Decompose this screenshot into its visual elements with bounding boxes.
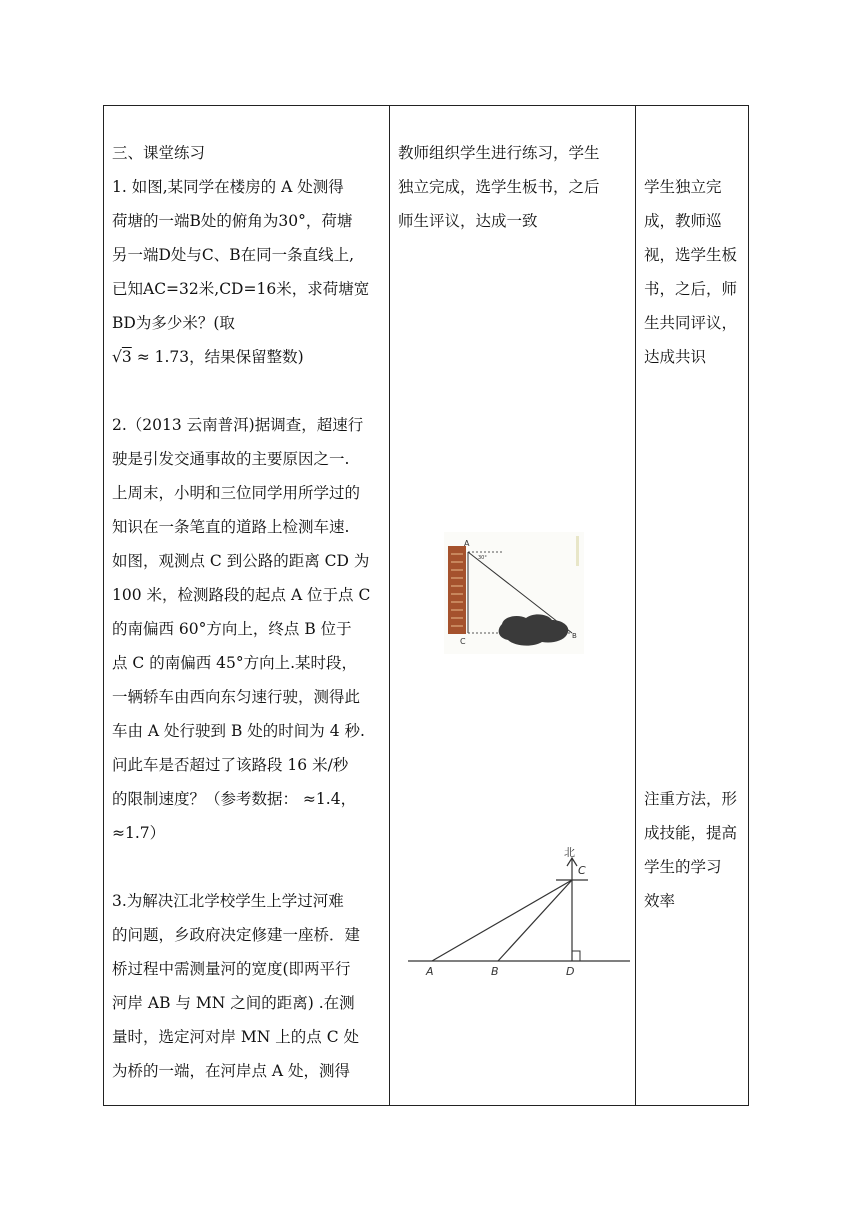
problem2-line: 如图，观测点 C 到公路的距离 CD 为 xyxy=(112,552,370,570)
problem3-line: 量时，选定河对岸 MN 上的点 C 处 xyxy=(112,1028,360,1046)
label-north: 北 xyxy=(564,846,575,859)
problem1-line: 另一端D处与C、B在同一条直线上, xyxy=(112,246,355,264)
problem2-line: 的南偏西 60°方向上，终点 B 位于 xyxy=(112,620,352,638)
problem3-line: 桥过程中需测量河的宽度(即两平行 xyxy=(112,960,351,978)
sqrt-radicand: 3 xyxy=(121,348,132,366)
label-point-c: C xyxy=(578,864,586,877)
column-divider-2 xyxy=(635,106,636,1105)
problem2-line: 100 米，检测路段的起点 A 位于点 C xyxy=(112,586,371,604)
goal-line: 成技能，提高 xyxy=(644,824,738,842)
exercise-heading-and-problem1 xyxy=(112,136,369,374)
teacher-activity-column xyxy=(398,106,628,1105)
problem2-line: 2.（2013 云南普洱)据调查，超速行 xyxy=(112,416,364,434)
section-heading: 三、课堂练习 xyxy=(112,144,206,162)
right-angle-mark xyxy=(572,951,580,961)
label-point-c: C xyxy=(460,637,466,646)
student-activity-column xyxy=(644,106,742,1105)
building-pond-figure xyxy=(444,532,584,654)
problem2-line: 知识在一条笔直的道路上检测车速. xyxy=(112,518,350,536)
teacher-activity-line: 师生评议，达成一致 xyxy=(398,212,538,230)
problem2-line: ≈1.7） xyxy=(112,824,166,842)
label-point-a: A xyxy=(464,539,470,548)
teacher-activity-line: 独立完成，选学生板书，之后 xyxy=(398,178,600,196)
goal-block xyxy=(644,782,740,918)
approx-value: ≈ 1.73 xyxy=(136,348,190,366)
building-icon xyxy=(448,546,466,634)
student-activity-line: 达成共识 xyxy=(644,348,707,366)
column-divider-1 xyxy=(389,106,390,1105)
student-activity-line: 视，选学生板 xyxy=(644,246,738,264)
line-bc xyxy=(498,880,572,961)
river-geometry-figure xyxy=(406,844,632,980)
problem2 xyxy=(112,408,370,850)
student-activity-line: 书，之后，师 xyxy=(644,280,738,298)
student-activity-line: 成，教师巡 xyxy=(644,212,722,230)
problem2-line: 驶是引发交通事故的主要原因之一. xyxy=(112,450,350,468)
label-point-d: D xyxy=(566,965,575,978)
problem2-line: 点 C 的南偏西 45°方向上.某时段， xyxy=(112,654,358,672)
problem3-line: 的问题，乡政府决定修建一座桥．建 xyxy=(112,926,361,944)
goal-line: 效率 xyxy=(644,892,676,910)
student-activity-block xyxy=(644,170,740,374)
student-activity-line: 生共同评议， xyxy=(644,314,738,332)
problem1-tail: ，结果保留整数) xyxy=(189,348,304,366)
goal-line: 注重方法，形 xyxy=(644,790,738,808)
problem1-formula-line xyxy=(112,340,369,374)
problem3-line: 3.为解决江北学校学生上学过河难 xyxy=(112,892,344,910)
label-angle: 30° xyxy=(478,555,487,561)
problem2-line: 上周末，小明和三位同学用所学过的 xyxy=(112,484,361,502)
problem2-line: 的限制速度？（参考数据： ≈1.4， xyxy=(112,790,357,808)
problem2-line: 车由 A 处行驶到 B 处的时间为 4 秒. xyxy=(112,722,365,740)
problem1-line: 已知AC=32米,CD=16米，求荷塘宽 xyxy=(112,280,370,298)
problem3-line: 为桥的一端，在河岸点 A 处，测得 xyxy=(112,1062,351,1080)
label-point-a: A xyxy=(426,965,434,978)
line-ac xyxy=(432,880,572,961)
problem3 xyxy=(112,884,360,1088)
problem1-line: 荷塘的一端B处的俯角为30°，荷塘 xyxy=(112,212,353,230)
student-activity-line: 学生独立完 xyxy=(644,178,722,196)
teacher-activity-text xyxy=(398,136,600,238)
problem1-line: BD为多少米？(取 xyxy=(112,314,235,332)
problem1-line: 1. 如图,某同学在楼房的 A 处测得 xyxy=(112,178,344,196)
sqrt-symbol: √3 xyxy=(112,348,132,366)
goal-line: 学生的学习 xyxy=(644,858,722,876)
problem2-line: 问此车是否超过了该路段 16 米/秒 xyxy=(112,756,349,774)
teacher-activity-line: 教师组织学生进行练习，学生 xyxy=(398,144,600,162)
figure1-edge-mark xyxy=(576,536,579,566)
exercise-column xyxy=(112,106,384,1105)
label-point-b: B xyxy=(572,632,577,640)
lesson-table xyxy=(103,105,749,1106)
problem2-line: 一辆轿车由西向东匀速行驶，测得此 xyxy=(112,688,361,706)
label-point-b: B xyxy=(491,965,499,978)
problem3-line: 河岸 AB 与 MN 之间的距离) .在测 xyxy=(112,994,355,1012)
